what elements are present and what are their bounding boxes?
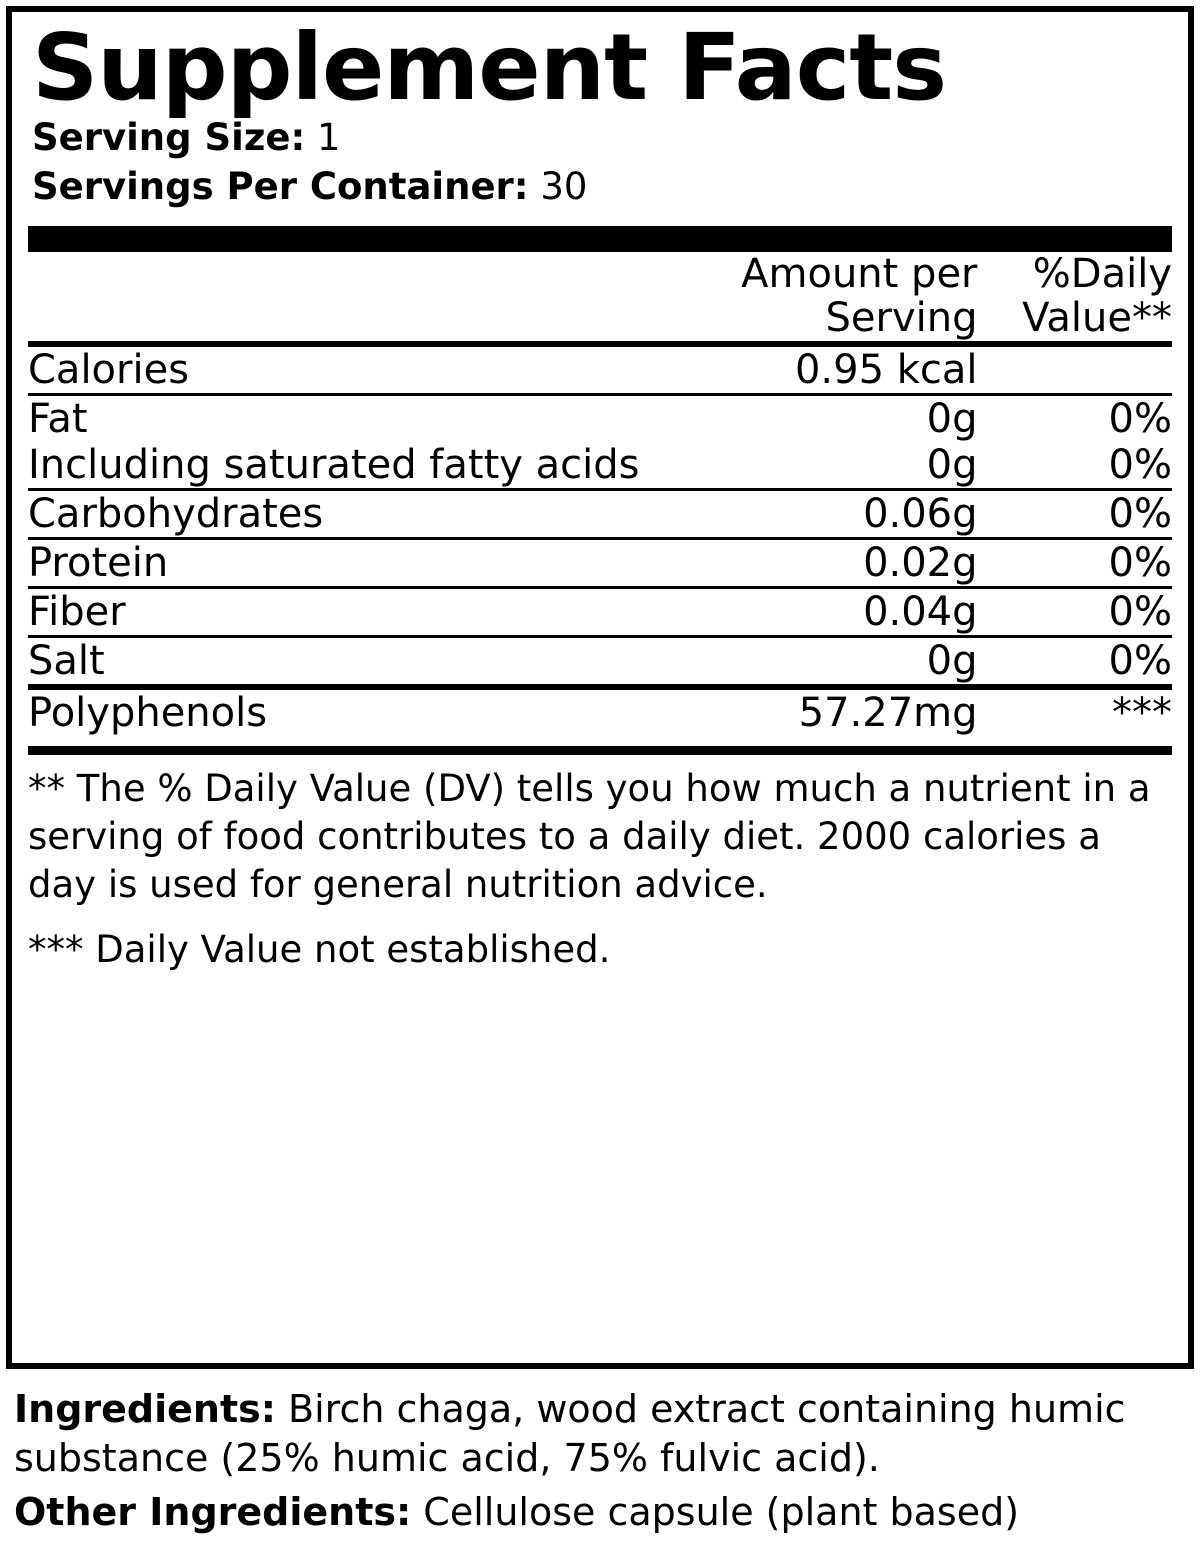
nutrient-amount: 57.27mg [798,690,978,737]
header-blank-cell [28,252,669,342]
ingredients-text: Birch chaga, wood extract containing humic substance (25% humic acid, 75% fulvic acid). [14,1387,1126,1481]
table-row [28,491,1172,537]
serving-size-label: Serving Size: [32,116,306,159]
nutrient-dv [978,347,1172,393]
header-amount-per-serving [669,252,978,342]
footnote-divider [28,746,1172,755]
nutrient-name: Protein [28,540,169,587]
nutrient-name: Polyphenols [28,690,268,737]
table-row [28,347,1172,393]
nutrient-amount: 0g [926,396,978,443]
facts-panel [6,6,1194,1369]
nutrient-dv: 0% [1108,491,1172,538]
servings-per-container-line [32,163,1172,212]
page-title: Supplement Facts [32,14,946,121]
nutrient-dv: 0% [1108,589,1172,636]
nutrient-name: Including saturated fatty acids [28,442,640,489]
nutrient-name: Carbohydrates [28,491,324,538]
table-row [28,690,1172,736]
table-row [28,396,1172,442]
ingredients-line [14,1385,1186,1484]
nutrient-amount: 0.02g [863,540,978,587]
table-row [28,540,1172,586]
ingredients-section [14,1385,1186,1537]
other-ingredients-label: Other Ingredients: [14,1489,412,1534]
header-divider-bar [28,226,1172,252]
table-row [28,638,1172,684]
nutrient-dv: 0% [1108,442,1172,489]
footnote-not-established: *** Daily Value not established. [28,927,611,971]
nutrient-name: Fat [28,396,88,443]
nutrient-dv: 0% [1108,396,1172,443]
nutrient-amount: 0.04g [863,589,978,636]
nutrient-amount: 0.95 kcal [794,347,978,394]
servings-per-container-value: 30 [540,164,588,208]
header-amount-line1: Amount per [741,250,978,297]
header-dv-line1: %Daily [1032,250,1172,297]
nutrient-name: Salt [28,638,105,685]
footnote-daily-value: ** The % Daily Value (DV) tells you how much a nutrient in a serving of food contributes to a daily diet. 2000 calories a day is used for general nutrition advice. [28,767,1151,907]
nutrient-dv: 0% [1108,540,1172,587]
serving-size-value: 1 [317,116,341,159]
serving-size-line [32,114,1172,163]
servings-per-container-label: Servings Per Container: [32,164,529,208]
header-dv-line2: Value** [1022,295,1172,342]
table-header-row [28,252,1172,342]
nutrient-dv: *** [1112,690,1172,737]
nutrient-amount: 0.06g [863,491,978,538]
other-ingredients-line [14,1488,1186,1537]
nutrient-name: Calories [28,347,190,394]
nutrient-amount: 0g [926,442,978,489]
nutrition-table [28,252,1172,737]
header-daily-value [978,252,1172,342]
nutrient-dv: 0% [1108,638,1172,685]
table-row [28,589,1172,635]
other-ingredients-text: Cellulose capsule (plant based) [423,1489,1020,1534]
header-amount-line2: Serving [825,295,978,342]
nutrient-amount: 0g [926,638,978,685]
nutrient-name: Fiber [28,589,126,636]
ingredients-label: Ingredients: [14,1387,276,1431]
table-row [28,442,1172,488]
